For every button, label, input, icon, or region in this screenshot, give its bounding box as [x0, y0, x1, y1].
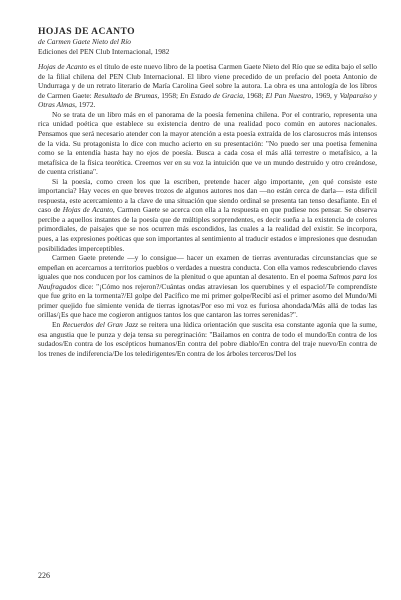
italic-run: Recuerdos del Gran Jazz: [62, 319, 138, 329]
article-byline: [38, 37, 377, 47]
italic-run: Valparaíso y Otras Almas: [38, 90, 377, 110]
text-run: es el título de este nuevo libro de la poetisa Carmen Gaete Nieto del Río que se edita bajo el sello de la filial chilena del PEN Club Internacional. El libro viene precedido de un prefacio del poeta Antonio de Undurraga y de un retrato literario de María Carolina Geel sobre la autora. La obra es una antología de los libros de Carmen Gaete:: [38, 62, 377, 100]
italic-run: Resultado de Brumas: [93, 90, 158, 100]
paragraph: [38, 110, 377, 177]
article-body: [38, 62, 377, 358]
text-run: , 1968;: [242, 90, 266, 100]
page-number: 226: [38, 571, 50, 580]
paragraph: [38, 320, 377, 358]
byline-prefix: de: [38, 37, 47, 46]
paragraph: [38, 177, 377, 253]
text-run: Carmen Gaete pretende —y lo consigue— hacer un examen de tierras aventuradas circunstancias que se empeñan en acercarnos a territorios pueblos o verdades a nuestra conducta. Con ella vamos redescubriendo claves iguales que nos conducen por los caminos de la plenitud o que apuntan al desatento. En el poema: [38, 253, 377, 282]
text-run: , 1972.: [75, 100, 96, 110]
text-run: dice: "¡Cómo nos rejeron?/Cuántas ondas atraviesan los querubines y el espacio!/Te comprendíste que fue grito en la tormenta?/El golpe del Pacífico me mi primer golpe/Recibí así el primer asomo del Mundo/Mi primer quejido fue símiente venida de tierras ignotas/Por eso mi voz es furiosa ahondada/Más allá de todas las orillas/¡Es que hace me cogieron antiguos tantos los que cantaron las torres serenidas?".: [38, 281, 377, 320]
italic-run: Salmos para los Naufragados: [38, 272, 377, 291]
byline-author: Carmen Gaete Nieto del Río: [46, 37, 131, 46]
italic-run: Hojas de Acanto: [38, 62, 88, 72]
article-title: HOJAS DE ACANTO: [38, 26, 135, 37]
paragraph: [38, 253, 377, 320]
text-run: Si la poesía, como creen los que la escriben, pretende hacer algo importante, ¿en qué consiste este importancia? Hay veces en que breves trozos de algunos autores nos dan —no están cerca de darla— esta difícil respuesta, este acercamiento a la clave de una situación que siendo ordinal se presenta tan tenso desafiante. En el caso de: [38, 176, 377, 215]
text-run: , Carmen Gaete se acerca con ella a la respuesta en que pudiese nos pensar. Se observa percibe a aquellos instantes de la poesía que de múltiples sorprendentes, es decir sueña a la existencia de colores primordiales, de paisajes que se nos ocurren más escondidos, las cuales a la realidad del existir. Se incorpora, pues, a las expresiones poéticas que son importantes al sentimiento al traducir estados e impresiones que desnudan posibilidades imperceptibles.: [38, 205, 377, 253]
text-run: , 1958;: [157, 90, 181, 100]
text-run: se reitera una lúdica orientación que suscita esa constante agonía que la sume, esa angustia que le punza y deja tensa su peregrinación: "Bailamos en contra de todo el mundo/En contra de los sudados/En contra de los escépticos humanos/En contra del pobre diablo/En contra del traje nuevo/En contra de los trenes de indiferencia/De los teledirigentes/En contra de los árboles terceros/Del los: [38, 319, 377, 358]
paragraph: [38, 62, 377, 110]
italic-run: Hojas de Acanto: [62, 205, 113, 215]
article-header: [38, 26, 377, 56]
text-run: , 1969, y: [311, 90, 340, 100]
text-run: En: [52, 319, 63, 329]
text-run: No se trata de un libro más en el panorama de la poesía femenina chilena. Por el contrario, representa una rica unidad poética que establece su existencia dentro de una realidad poco común en autores nacionales. Pensamos que será necesario atender con la mayor atención a esta poesía extraída de los clarosucros más intensos de la vida. Su protagonista lo dice con mucho acierto en su presentación: "No puedo ser una poetisa femenina como se la entendía hasta hay no ejos de poesía. Busca a cada cosa el más allá terrestre o metafísico, a la metafísica de la física teorética. Creemos ver en su voz la intuición que ve un mundo destruido y otro creándose, de cuenta cristiana".: [38, 109, 377, 177]
article-edition: Ediciones del PEN Club Internacional, 1982: [38, 46, 170, 56]
italic-run: En Estado de Gracia: [180, 90, 243, 100]
italic-run: El Pan Nuestro: [265, 90, 312, 100]
